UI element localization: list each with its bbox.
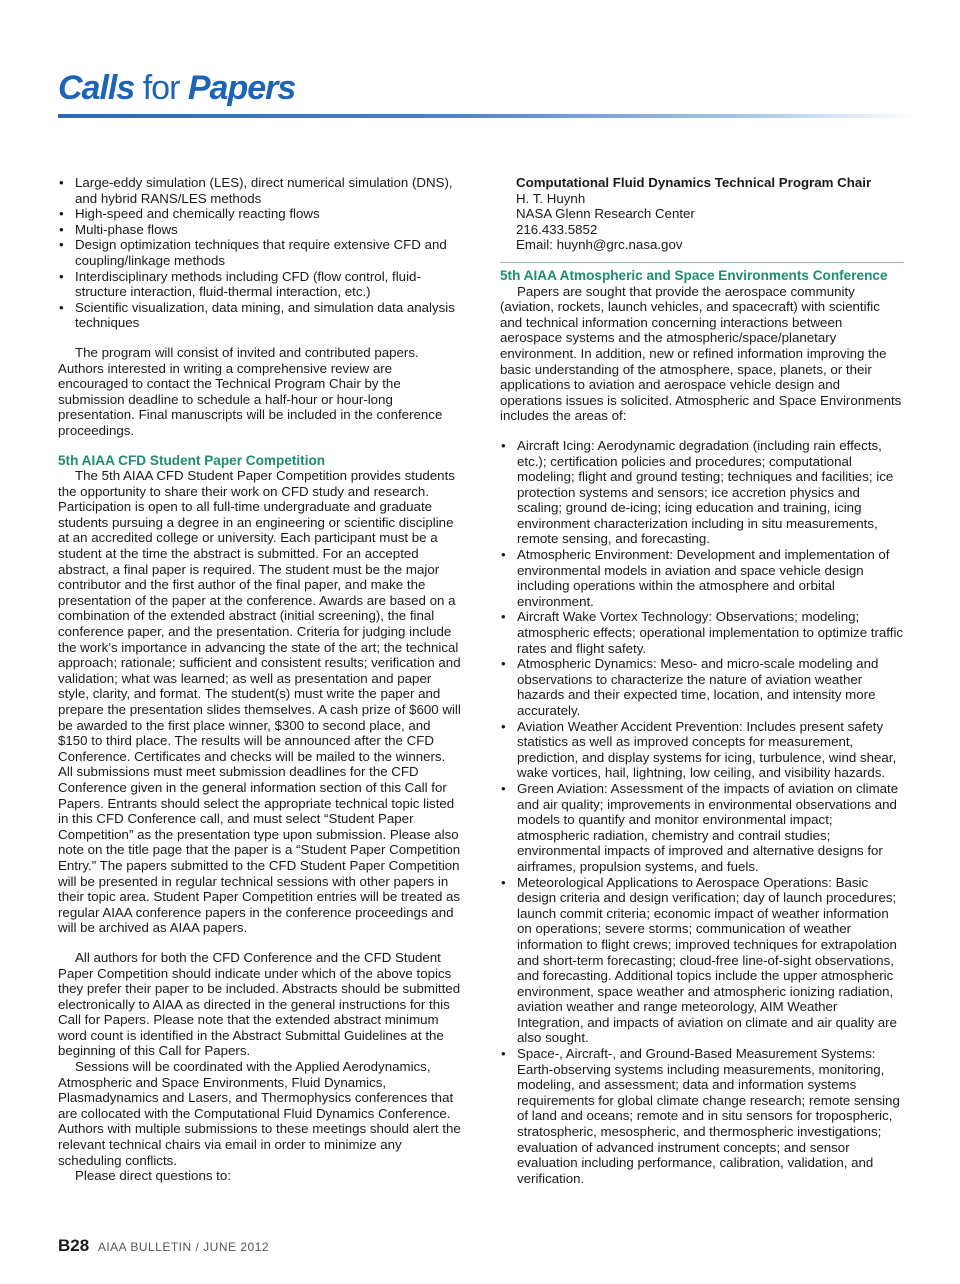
list-item: • Multi-phase flows bbox=[58, 222, 462, 238]
title-part-for: for bbox=[142, 69, 180, 107]
list-item: • High-speed and chemically reacting flows bbox=[58, 206, 462, 222]
page-number: B28 bbox=[58, 1236, 90, 1255]
chair-name: H. T. Huynh bbox=[516, 190, 586, 206]
list-item: • Scientific visualization, data mining, and simulation data analysis techniques bbox=[58, 300, 462, 331]
program-paragraph: The program will consist of invited and contributed papers. Authors interested in writing a comprehensive review are encouraged to contact the Technical Program Chair by the submission deadline to schedule a half-hour or hour-long presentation. Final manuscripts will be included in the conference proceedings. bbox=[58, 344, 443, 438]
title-part-papers: Papers bbox=[187, 69, 296, 107]
header-rule bbox=[58, 114, 918, 118]
title-part-calls: Calls bbox=[58, 69, 135, 107]
chair-phone: 216.433.5852 bbox=[516, 221, 598, 237]
chair-org: NASA Glenn Research Center bbox=[516, 206, 695, 222]
ase-conference-heading: 5th AIAA Atmospheric and Space Environments Conference bbox=[500, 262, 904, 284]
list-item: • Meteorological Applications to Aerospace Operations: Basic design criteria and design verification; day of launch procedures; launch commit criteria; economic impact of weather information on operations; severe storms; communication of weather information to flight crews; improved techniques for extrapolation and short-term forecasting; cloud-free line-of-sight observations, and forecasting. Additional topics include the upper atmospheric environment, space weather and atmospheric ionizing radiation, aviation weather and range meteorology, AIM Weather Integration, and impacts of aviation on climate and air quality are also sought. bbox=[500, 875, 904, 1047]
chair-title: Computational Fluid Dynamics Technical Program Chair bbox=[516, 175, 872, 190]
cfd-topics-list bbox=[58, 175, 462, 331]
list-item: • Interdisciplinary methods including CFD (flow control, fluid-structure interaction, fluid-thermal interaction, etc.) bbox=[58, 269, 462, 300]
right-column bbox=[500, 175, 904, 1186]
chair-email[interactable]: Email: huynh@grc.nasa.gov bbox=[516, 237, 683, 253]
sessions-paragraph: Sessions will be coordinated with the Applied Aerodynamics, Atmospheric and Space Environments, Fluid Dynamics, Plasmadynamics and Lasers, and Thermophysics conferences that are collocated with the Computational Fluid Dynamics Conference. Authors with multiple submissions to these meetings should alert the relevant technical chairs via email in order to minimize any scheduling conflicts. bbox=[58, 1059, 461, 1168]
chair-contact bbox=[500, 175, 904, 253]
list-item: • Space-, Aircraft-, and Ground-Based Measurement Systems: Earth-observing systems including measurements, monitoring, modeling, and assessment; data and information systems requirements for global climate change research; remote sensing of land and oceans; remote and in situ sensors for tropospheric, stratospheric, mesospheric, and thermospheric investigations; evaluation of advanced instrument concepts; and sensor evaluation including performance, calibration, validation, and verification. bbox=[500, 1046, 904, 1186]
questions-paragraph: Please direct questions to: bbox=[75, 1168, 231, 1184]
list-item: • Atmospheric Dynamics: Meso- and micro-scale modeling and observations to characterize the nature of aviation weather hazards and their expected time, location, and intensity more accurately. bbox=[500, 656, 904, 718]
list-item: • Large-eddy simulation (LES), direct numerical simulation (DNS), and hybrid RANS/LES methods bbox=[58, 175, 462, 206]
list-item: • Design optimization techniques that require extensive CFD and coupling/linkage methods bbox=[58, 237, 462, 268]
list-item: • Aviation Weather Accident Prevention: Includes present safety statistics as well as improved concepts for measurement, prediction, and display systems for icing, turbulence, wind shear, wake vortices, hail, lightning, low ceiling, and visibility hazards. bbox=[500, 719, 904, 781]
list-item: • Aircraft Wake Vortex Technology: Observations; modeling; atmospheric effects; operational implementation to optimize traffic rates and flight safety. bbox=[500, 609, 904, 656]
student-competition-heading: 5th AIAA CFD Student Paper Competition bbox=[58, 452, 326, 468]
list-item: • Atmospheric Environment: Development and implementation of environmental models in aviation and space vehicle design including operations within the atmosphere and orbital environment. bbox=[500, 547, 904, 609]
authors-paragraph: All authors for both the CFD Conference and the CFD Student Paper Competition should indicate under which of the above topics they prefer their paper to be included. Abstracts should be submitted electronically to AIAA as directed in the general instructions for this Call for Papers. Please note that the extended abstract minimum word count is identified in the Abstract Submittal Guidelines at the beginning of this Call for Papers. bbox=[58, 949, 461, 1059]
ase-topics-list bbox=[500, 438, 904, 1187]
page-title bbox=[58, 62, 918, 114]
page-header bbox=[58, 62, 918, 114]
list-item: • Green Aviation: Assessment of the impacts of aviation on climate and air quality; improvements in environmental observations and models to quantify and monitor environmental impact; atmospheric radiation, chemistry and contrail studies; environmental impacts of improved and alternative designs for airframes, propulsion systems, and fuels. bbox=[500, 781, 904, 875]
student-competition-paragraph: The 5th AIAA CFD Student Paper Competition provides students the opportunity to share their work on CFD study and research. Participation is open to all full-time undergraduate and graduate students pursuing a degree in an engineering or scientific discipline at an accredited college or university. Each participant must be a student at the time the abstract is submitted. For an accepted abstract, a final paper is required. The student must be the major contributor and the first author of the final paper, and make the presentation of the paper at the conference. Awards are based on a combination of the extended abstract (initial screening), the final conference paper, and the presentation. Criteria for judging include the work’s importance in advancing the state of the art; the technical approach; rationale; sufficient and consistent results; verification and validation; what was learned; as well as presentation and paper style, clarity, and format. The student(s) must write the paper and prepare the presentation slides themselves. A cash prize of $600 will be awarded to the first place winner, $300 to second place, and $150 to third place. The results will be announced after the CFD Conference. Certificates and checks will be mailed to the winners. All submissions must meet submission deadlines for the CFD Conference given in the general information section of this Call for Papers. Entrants should select the appropriate technical topic listed in this CFD Conference call, and must select “Student Paper Competition” as the presentation type upon submission. Please also note on the title page that the paper is a “Student Paper Competition Entry.” The papers submitted to the CFD Student Paper Competition will be presented in regular technical sessions with other papers in their topic area. Student Paper Competition entries will be treated as regular AIAA conference papers in the conference proceedings and will be archived as AIAA papers. bbox=[58, 468, 461, 936]
ase-intro-paragraph: Papers are sought that provide the aerospace community (aviation, rockets, launch vehicles, and spacecraft) with scientific and technical information concerning interactions between aerospace systems and the atmospheric/space/planetary environment. In addition, new or refined information improving the basic understanding of the atmosphere, space, planets, or their applications to aviation and aerospace vehicle design and operations issues is solicited. Atmospheric and Space Environments includes the areas of: bbox=[500, 283, 902, 424]
publication-line: AIAA BULLETIN / JUNE 2012 bbox=[97, 1240, 270, 1254]
page-footer bbox=[58, 1236, 269, 1256]
left-column bbox=[58, 175, 462, 1184]
list-item: • Aircraft Icing: Aerodynamic degradation (including rain effects, etc.); certification policies and procedures; computational modeling; flight and ground testing; techniques and facilities; ice protection systems and sensors; ice accretion physics and scaling; ground de-icing; icing education and training, icing environment characterization including in situ measurements, remote sensing, and forecasting. bbox=[500, 438, 904, 547]
